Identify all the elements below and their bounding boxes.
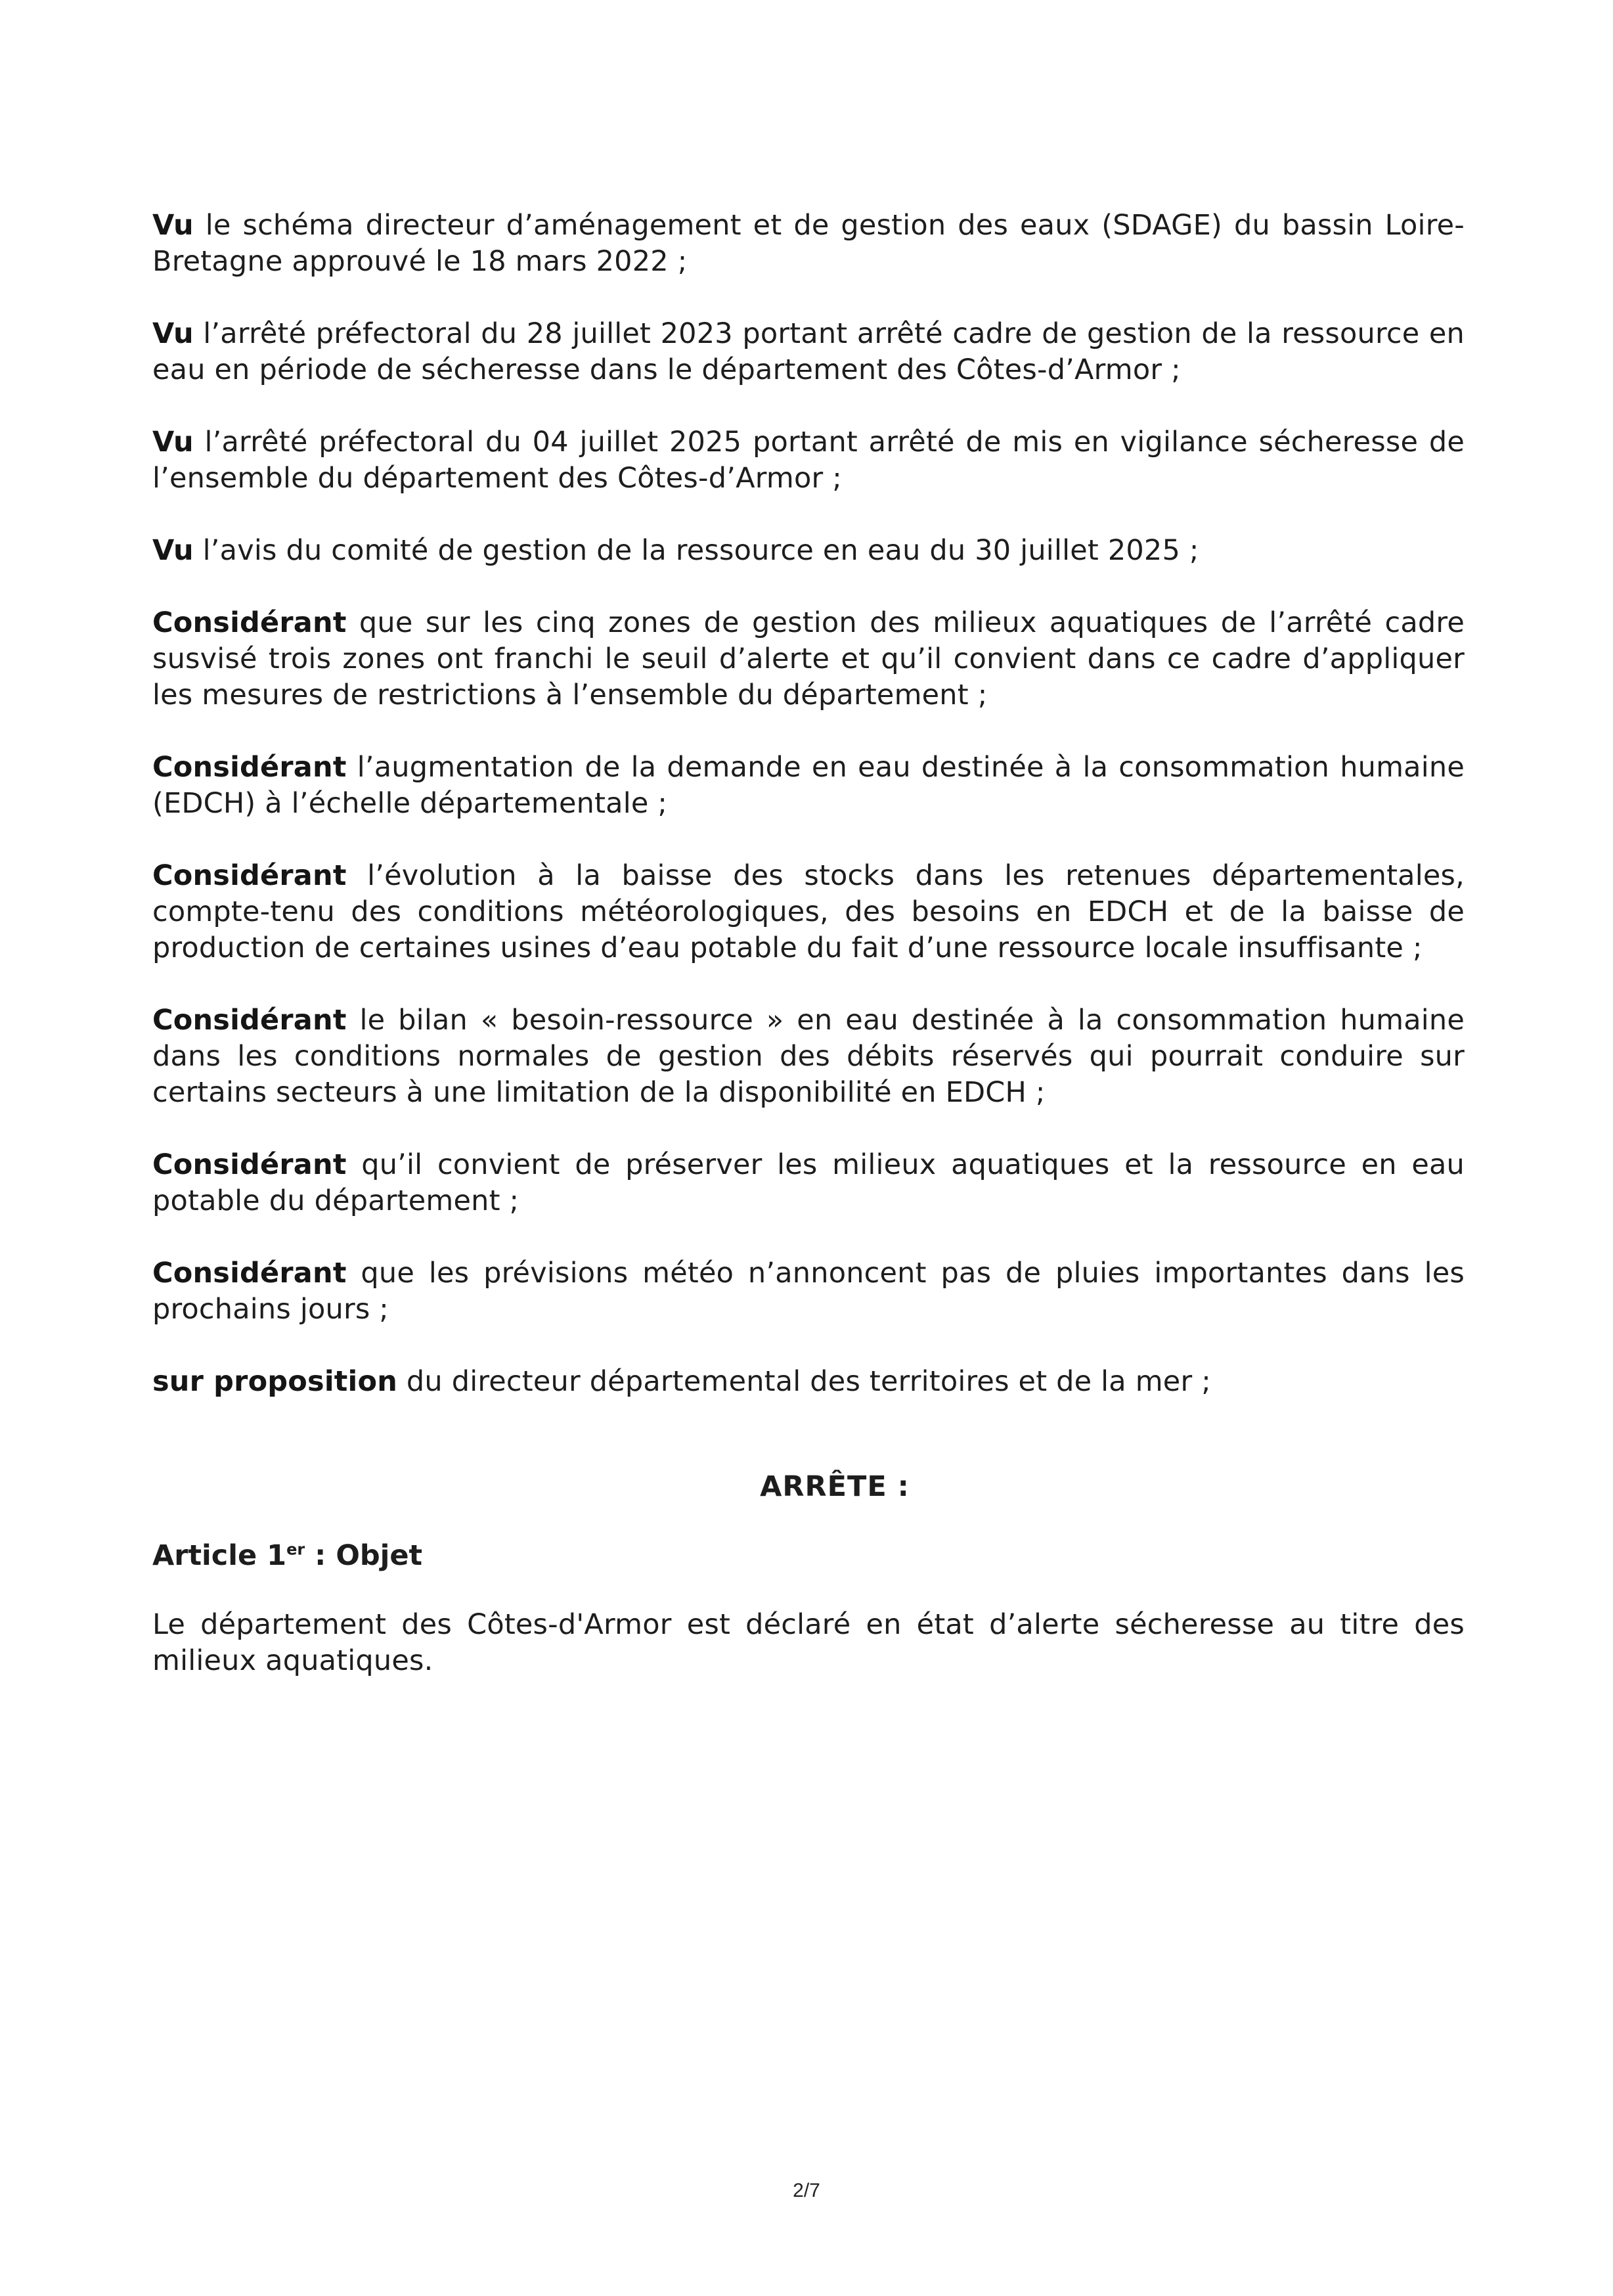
decision-heading: ARRÊTE : [760, 1470, 910, 1503]
paragraph-text: que sur les cinq zones de gestion des milieux aquatiques de l’arrêté cadre susvisé trois zones ont franchi le seuil d’alerte et qu’il convient dans ce cadre d’appliquer les mesures de restrictions à l’ensemble du département ; [152, 606, 1465, 711]
visa-sdage [152, 208, 1465, 280]
article-1-title [152, 1538, 1465, 1574]
page-number-text: 2/7 [793, 2180, 820, 2201]
article-title-suffix: : Objet [305, 1539, 423, 1572]
considerant-zones [152, 605, 1465, 713]
paragraph-lead: Vu [152, 209, 194, 242]
considerant-previsions [152, 1255, 1465, 1328]
paragraph-text: l’augmentation de la demande en eau destinée à la consommation humaine (EDCH) à l’échelle départementale ; [152, 751, 1465, 820]
article-title-prefix: Article 1 [152, 1539, 287, 1572]
paragraph-text: le schéma directeur d’aménagement et de gestion des eaux (SDAGE) du bassin Loire-Bretagne approuvé le 18 mars 2022 ; [152, 209, 1465, 278]
paragraph-lead: Considérant [152, 1148, 347, 1181]
paragraph-text: qu’il convient de préserver les milieux aquatiques et la ressource en eau potable du département ; [152, 1148, 1465, 1217]
considerant-bilan [152, 1002, 1465, 1111]
paragraph-lead: sur proposition [152, 1365, 398, 1398]
paragraph-text: l’arrêté préfectoral du 28 juillet 2023 portant arrêté cadre de gestion de la ressource en eau en période de sécheresse dans le département des Côtes-d’Armor ; [152, 317, 1465, 386]
paragraph-lead: Considérant [152, 859, 347, 892]
paragraph-text: l’avis du comité de gestion de la ressource en eau du 30 juillet 2025 ; [193, 534, 1199, 567]
paragraph-text: l’évolution à la baisse des stocks dans les retenues départementales, compte-tenu des conditions météorologiques, des besoins en EDCH et de la baisse de production de certaines usines d’eau potable du fait d’une ressource locale insuffisante ; [152, 859, 1465, 964]
paragraph-lead: Vu [152, 426, 194, 459]
paragraph-lead: Considérant [152, 606, 347, 639]
paragraph-lead: Considérant [152, 1004, 347, 1037]
paragraph-lead: Considérant [152, 751, 347, 784]
visa-avis-comite [152, 533, 1465, 569]
paragraph-text: du directeur départemental des territoires et de la mer ; [397, 1365, 1211, 1398]
considerant-preserver [152, 1147, 1465, 1219]
page-number [0, 2180, 1613, 2202]
paragraph-lead: Vu [152, 534, 194, 567]
paragraph-lead: Considérant [152, 1257, 347, 1290]
considerant-demande [152, 750, 1465, 822]
considerant-stocks [152, 858, 1465, 966]
article-title-superscript: er [286, 1540, 305, 1559]
sur-proposition [152, 1364, 1465, 1400]
document-body [152, 208, 1465, 1715]
paragraph-text: que les prévisions météo n’annoncent pas de pluies importantes dans les prochains jours ; [152, 1257, 1465, 1326]
article-1-body: Le département des Côtes-d'Armor est déclaré en état d’alerte sécheresse au titre des milieux aquatiques. [152, 1608, 1465, 1677]
paragraph-text: l’arrêté préfectoral du 04 juillet 2025 portant arrêté de mis en vigilance sécheresse de l’ensemble du département des Côtes-d’Armor ; [152, 426, 1465, 495]
visa-vigilance [152, 424, 1465, 497]
paragraph-text: le bilan « besoin-ressource » en eau destinée à la consommation humaine dans les conditions normales de gestion des débits réservés qui pourrait conduire sur certains secteurs à une limitation de la disponibilité en EDCH ; [152, 1004, 1465, 1109]
visa-arrete-cadre [152, 316, 1465, 388]
paragraph-lead: Vu [152, 317, 194, 350]
